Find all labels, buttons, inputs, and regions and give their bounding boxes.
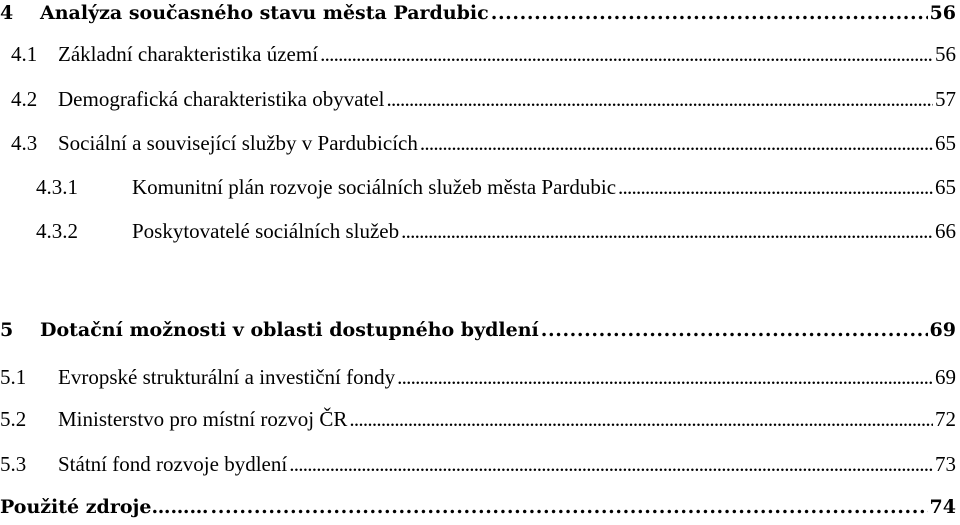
- toc-entry-title: Evropské strukturální a investiční fondy: [58, 365, 396, 389]
- toc-entry-page: 65: [935, 131, 956, 155]
- toc-entry-page: 56: [929, 2, 956, 24]
- toc-entry-page: 73: [935, 452, 956, 476]
- dot-leader: [420, 130, 933, 156]
- toc-entry-title: Použité zdroje………: [0, 496, 209, 518]
- toc-entry-title: Ministerstvo pro místní rozvoj ČR: [58, 407, 348, 431]
- toc-entry-title: Poskytovatelé sociálních služeb: [132, 219, 400, 243]
- toc-entry-number: 5: [0, 319, 14, 341]
- toc-entry-page: 56: [935, 42, 956, 66]
- toc-entry-title: Analýza současného stavu města Pardubic: [40, 2, 489, 24]
- toc-entry-section-4-2[interactable]: [0, 86, 956, 112]
- toc-entry-section-4-3[interactable]: [0, 130, 956, 156]
- toc-entry-page: 69: [929, 319, 956, 341]
- dot-leader: [491, 0, 928, 26]
- toc-entry-section-5-1[interactable]: [0, 364, 956, 390]
- toc-entry-title: Sociální a související služby v Pardubicích: [58, 131, 418, 155]
- toc-entry-number: 4.1: [11, 42, 38, 66]
- toc-entry-number: 5.3: [0, 452, 27, 476]
- toc-entry-title: Dotační možnosti v oblasti dostupného bydlení: [40, 319, 539, 341]
- toc-entry-number: 4: [0, 2, 14, 24]
- toc-entry-subsection-4-3-2[interactable]: [0, 218, 956, 244]
- dot-leader: [349, 406, 933, 432]
- dot-leader: [320, 41, 933, 67]
- toc-entry-number: 4.3.2: [36, 219, 78, 243]
- toc-entry-section-4-1[interactable]: [0, 41, 956, 67]
- toc-entry-references[interactable]: [0, 494, 956, 520]
- toc-entry-page: 66: [935, 219, 956, 243]
- toc-entry-section-5-3[interactable]: [0, 451, 956, 477]
- toc-entry-number: 4.2: [11, 87, 38, 111]
- toc-entry-page: 65: [935, 175, 956, 199]
- toc-entry-title: Státní fond rozvoje bydlení: [58, 452, 288, 476]
- toc-entry-subsection-4-3-1[interactable]: [0, 174, 956, 200]
- toc-entry-section-5-2[interactable]: [0, 406, 956, 432]
- toc-entry-number: 4.3.1: [36, 175, 78, 199]
- dot-leader: [397, 364, 933, 390]
- toc-entry-number: 4.3: [11, 131, 38, 155]
- toc-entry-number: 5.2: [0, 407, 27, 431]
- dot-leader: [401, 218, 933, 244]
- dot-leader: [618, 174, 933, 200]
- dot-leader: [541, 317, 928, 343]
- toc-entry-number: 5.1: [0, 365, 27, 389]
- toc-entry-title: Základní charakteristika území: [58, 42, 319, 66]
- toc-entry-page: 57: [935, 87, 956, 111]
- dot-leader: [289, 451, 933, 477]
- dot-leader: [387, 86, 933, 112]
- toc-entry-page: 74: [929, 496, 956, 518]
- toc-entry-page: 72: [935, 407, 956, 431]
- toc-entry-title: Demografická charakteristika obyvatel: [58, 87, 385, 111]
- toc-entry-chapter-5[interactable]: [0, 317, 956, 343]
- toc-entry-page: 69: [935, 365, 956, 389]
- dot-leader: [210, 494, 927, 520]
- toc-entry-chapter-4[interactable]: [0, 0, 956, 26]
- toc-entry-title: Komunitní plán rozvoje sociálních služeb města Pardubic: [132, 175, 617, 199]
